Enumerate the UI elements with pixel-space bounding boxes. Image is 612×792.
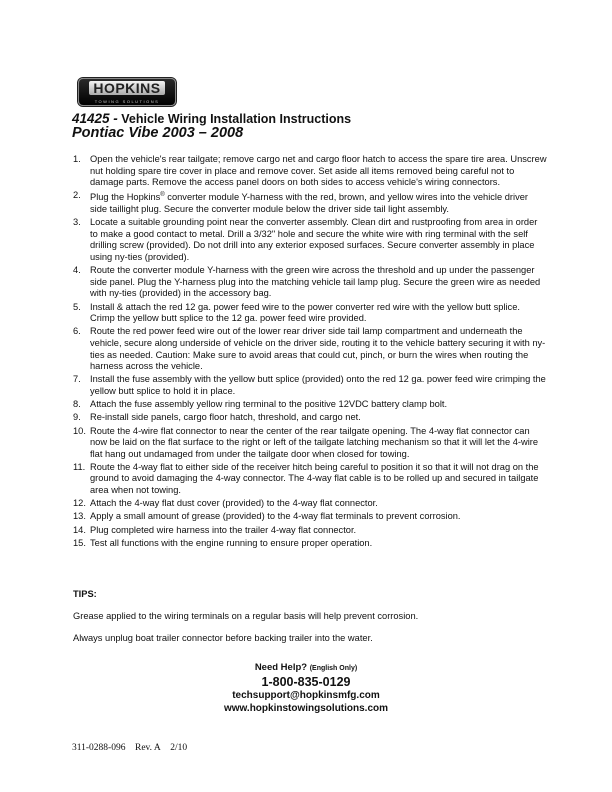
step (73, 326, 547, 372)
step-text: Install & attach the red 12 ga. power feed wire to the power converter red wire with the yellow butt splice. Crimp the yellow butt splice to the 12 ga. power feed wire provided. (90, 301, 520, 324)
step (73, 511, 547, 523)
step-number: 5. (73, 301, 81, 312)
step-text-pre: Plug the Hopkins (90, 192, 161, 203)
document-title (72, 111, 351, 126)
step-number: 8. (73, 399, 81, 410)
step (73, 154, 547, 189)
step (73, 525, 547, 537)
step-text: Test all functions with the engine running to ensure proper operation. (90, 537, 373, 548)
step-text: Open the vehicle's rear tailgate; remove cargo net and cargo floor hatch to access the spare tire area. Unscrew nut holding spare tire cover in place and remove cover. Set aside all items removed being careful not to damage parts. Remove the access panel doors on both sides to access vehicle's wiring connectors. (90, 154, 547, 188)
step-number: 12. (73, 498, 86, 509)
step (73, 538, 547, 550)
logo-brand: HOPKINS (89, 81, 165, 95)
step-text: Apply a small amount of grease (provided) to the 4-way flat terminals to prevent corrosion. (90, 511, 461, 522)
step-text: Route the red power feed wire out of the lower rear driver side tail lamp compartment and underneath the vehicle, secure along underside of vehicle on the driver side, routing it to the vehicle battery securing it with ny-ties as needed. Caution: Make sure to avoid areas that could cut, pinch, or burn the wires when routing the harness across the vehicle. (90, 326, 546, 372)
step-number: 10. (73, 425, 86, 436)
help-heading-text: Need Help? (254, 662, 308, 673)
step (73, 462, 547, 497)
step-text: Route the 4-wire flat connector to near the center of the rear tailgate opening. The 4-way flat connector can now be laid on the flat surface to the right or left of the tailgate latching mechanism so that it will let the 4-wire flat hang out undamaged from under the tailgate door when closed for towing. (90, 425, 539, 459)
step-number: 9. (73, 412, 81, 423)
step-text: Plug completed wire harness into the trailer 4-way flat connector. (90, 524, 357, 535)
step (73, 217, 547, 263)
step-number: 3. (73, 217, 81, 228)
tip: Always unplug boat trailer connector before backing trailer into the water. (73, 633, 373, 643)
step-number: 11. (73, 461, 86, 472)
instruction-steps (73, 154, 547, 551)
hopkins-logo (78, 78, 176, 106)
step-number: 1. (73, 154, 81, 164)
part-number: 41425 - (72, 111, 118, 126)
step-number: 4. (73, 265, 81, 276)
step (73, 265, 547, 300)
step-text-rest: converter module Y-harness with the red, brown, and yellow wires into the vehicle driver side taillight plug. Secure the converter module below the driver side tail light assembly. (90, 192, 528, 215)
step-number: 15. (73, 537, 86, 548)
step (73, 190, 547, 215)
step (73, 412, 547, 424)
step-text: Locate a suitable grounding point near the converter assembly. Clean dirt and rustproofing from area in order to make a good contact to metal. Drill a 3/32" hole and secure the white wire with ring terminal with the self drilling screw (provided). Do not drill into any exterior exposed surfaces. Secure converter assembly in place using ny-ties (provided). (90, 217, 538, 263)
step-number: 7. (73, 374, 81, 385)
doc-date: 2/10 (170, 743, 188, 753)
vehicle-title: Pontiac Vibe 2003 – 2008 (72, 125, 244, 141)
step-number: 13. (73, 511, 86, 522)
step (73, 302, 547, 325)
document-footer (72, 743, 187, 753)
logo-tagline: TOWING SOLUTIONS (94, 99, 160, 104)
help-website[interactable]: www.hopkinstowingsolutions.com (223, 703, 389, 714)
tip: Grease applied to the wiring terminals on a regular basis will help prevent corrosion. (73, 611, 419, 621)
step-number: 6. (73, 326, 81, 337)
step (73, 399, 547, 411)
step-text: Attach the fuse assembly yellow ring terminal to the positive 12VDC battery clamp bolt. (90, 399, 448, 410)
step-text: Re-install side panels, cargo floor hatch, threshold, and cargo net. (90, 412, 361, 423)
step-number: 2. (73, 190, 81, 201)
step-text: Attach the 4-way flat dust cover (provided) to the 4-way flat connector. (90, 498, 378, 509)
step-text: Route the converter module Y-harness with the green wire across the threshold and up under the passenger side panel. Plug the Y-harness plug into the matching vehicle tail lamp plug. Secure the green wire as needed with ny-ties (provided) in the accessory bag. (90, 265, 541, 299)
step (73, 374, 547, 397)
step-text: Install the fuse assembly with the yellow butt splice (provided) onto the red 12 ga. power feed wire crimping the yellow butt splice to hold it in place. (90, 374, 546, 396)
registered-mark: ® (160, 192, 165, 199)
help-email[interactable]: techsupport@hopkinsmfg.com (232, 690, 380, 701)
revision: Rev. A (134, 743, 161, 753)
step-text (90, 190, 547, 215)
title-text: Vehicle Wiring Installation Instructions (121, 112, 352, 126)
help-note: (English Only) (309, 665, 358, 672)
step-text: Route the 4-way flat to either side of the receiver hitch being careful to position it so that it will not drag on the ground to avoid damaging the 4-way connector. The 4-way flat cable is to be rolled up and secured in tailgate area when not towing. (90, 461, 539, 496)
tips-heading: TIPS: (73, 589, 97, 599)
step (73, 426, 547, 461)
help-phone: 1-800-835-0129 (261, 675, 351, 689)
step-number: 14. (73, 524, 86, 535)
step (73, 498, 547, 510)
help-heading (0, 662, 612, 673)
doc-number: 311-0288-096 (72, 743, 126, 753)
